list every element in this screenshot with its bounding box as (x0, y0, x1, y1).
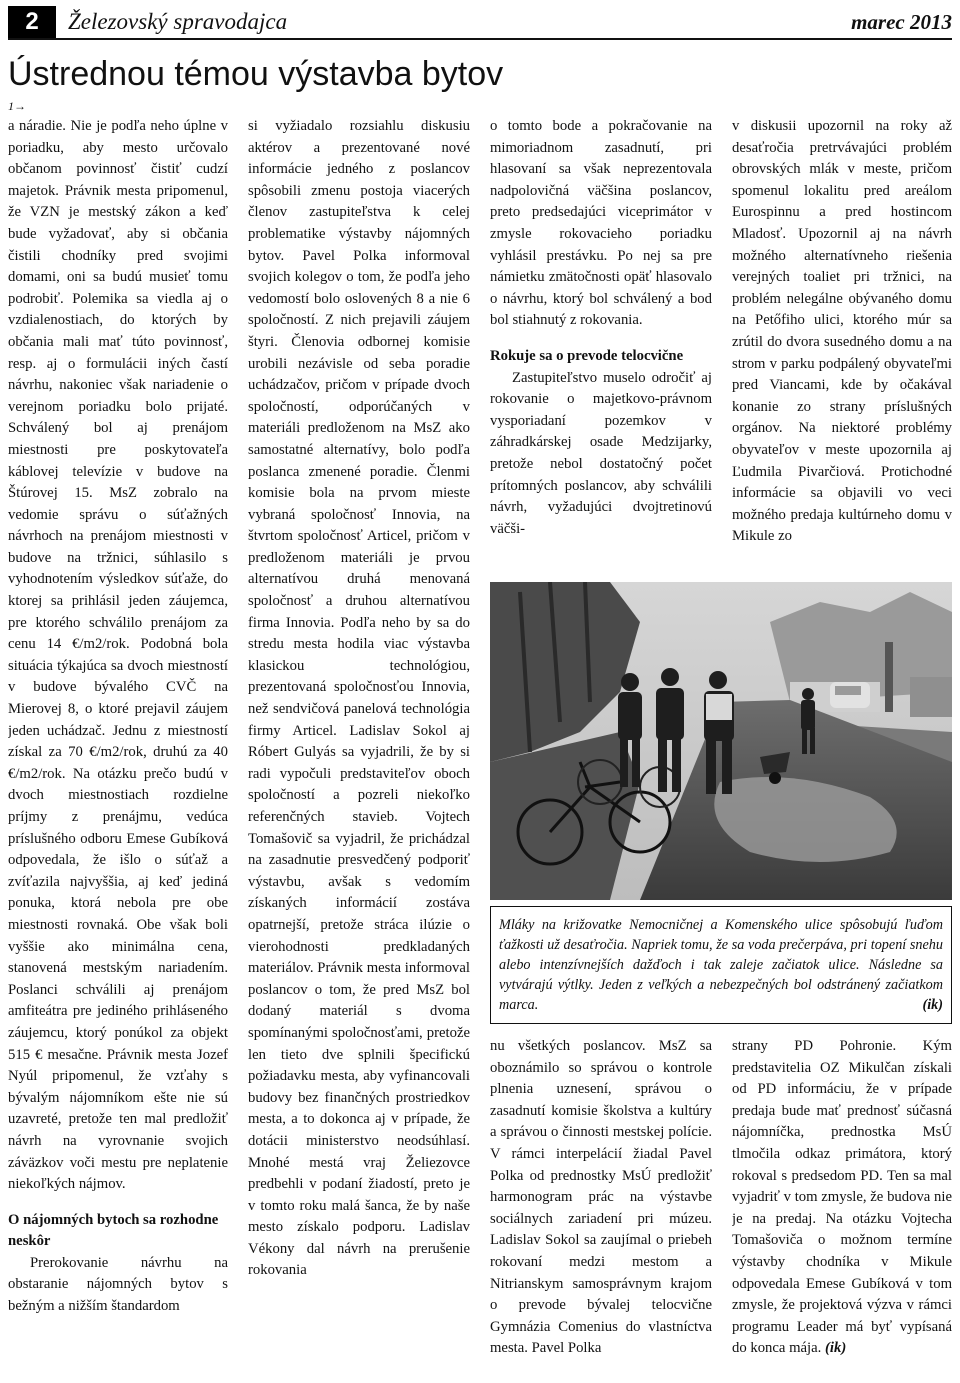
paragraph: Zastupiteľstvo muselo odročiť aj rokovanie o majetkovo-právnom vysporiadaní pozemkov v záhradkárskej osade Medzijarky, pretože nebol dostatočný počet prítomných poslancov, aby schválili návrh, vyžadujúci dvojtretinovú väčši- (490, 369, 712, 537)
newspaper-name: Železovský spravodajca (68, 9, 288, 34)
author-signature: (ik) (922, 997, 943, 1013)
paragraph (732, 1036, 952, 1360)
paragraph: nu všetkých poslancov. MsZ sa oboznámilo so správou o kontrole plnenia uznesení, správou o zasadnutí komisie školstva a kultúry a správou o činnosti mestskej polície. V rámci interpelácií žiadal Pavel Polka od prednostky MsÚ predložiť harmonogram prác na výstavbe sociálnych zariadení pri múzeu. Ladislav Sokol sa zaujímal o priebeh rokovaní medzi mestom a Nitrianskym samosprávnym krajom o prevode bývalej telocvične Gymnázia Comenius do vlastníctva mesta. Pavel Polka (490, 1038, 712, 1357)
article-column-3 (490, 116, 712, 568)
article-headline: Ústrednou témou výstavba bytov (8, 55, 504, 93)
paragraph: a náradie. Nie je podľa neho úplne v poriadku, aby mesto určovalo občanom povinnosť čistiť cudzí majetok. Právnik mesta pripomenul, že VZN je mestský zákon a keď bude vyžadovať, aby si občania čistili chodníky pred svojimi domami, oni sa budú musieť tomu podrobiť. Polemika sa viedla aj o vzdialenostiach, do ktorých by občania mali mať túto povinnosť, resp. aj o formulácii iných častí návrhu, nakoniec však nariadenie o verejnom poriadku bolo prijaté. Schválený bol aj prenájom miestnosti pre poskytovateľa káblovej televízie v budove na Štúrovej 15. MsZ zobralo na vedomie správu o súťažných návrhoch na prenájom miestnosti v budove na tržnici, súhlasilo s vyhodnotením výsledkov súťaže, do ktorej sa prihlásil jeden záujemca, pre ktorého schválilo prenájom za cenu 14 €/m2/rok. Podobná bola situácia týkajúca sa dvoch miestností v budove bývalého CVČ na Mierovej 8, o ktoré prejavil záujem jeden uchádzač. Jednu z miestností získal za 70 €/m2/rok, druhú za 40 €/m2/rok. Na otázku prečo budú v dvoch miestnostiach rozdielne príjmy z prenájmu, vedúca príslušného odboru Emese Gubíková odpovedala, že išlo o súťaž a zvíťazila najvyššia, aj keď jediná ponuka, ktorá nebola pre obe miestnosti rovnaká. Obe však boli vyššie ako minimálna cena, stanovená mestským nariadením. Poslanci schválili aj prenájom amfiteátra pre jediného prihláseného záujemcu, ktorý ponúkol za objekt 515 € mesačne. Právnik mesta Jozef Nyúl pripomenul, že vzťahy s bývalým nájomníkom ešte nie sú uzavreté, pretože ten mal predložiť návrh na vyrovnanie svojich záväzkov voči mestu pre neplatenie niekoľkých nájmov. (8, 118, 228, 1193)
caption-text: Mláky na križovatke Nemocničnej a Komenského ulice spôsobujú ľuďom ťažkosti už desaťročia. Napriek tomu, že sa voda prečerpáva, pri topení snehu alebo intenzívnejších dažďoch i tak zaleje začiatok ulice. Následne sa vytvárajú výtlky. Jeden z veľkých a nebezpečných bol odstránený začiatkom marca. (499, 917, 943, 1013)
article-column-4 (732, 116, 952, 568)
paragraph-text: strany PD Pohronie. Kým predstavitelia OZ Mikulčan získali od PD informáciu, že v prípade predaja bude mať prednosť súčasná nájomníčka, prednostka MsÚ tlmočila odkaz primátora, ktorý rokoval s predsedom PD. Ten sa mal vyjadriť v tom zmysle, že budova nie je na predaj. Na otázku Vojtecha Tomašoviča o možnom termíne výstavby chodníka v Mikule odpovedala Emese Gubíková v tom zmysle, že projektová výzva v rámci programu Leader má byť vypísaná do konca mája. (732, 1038, 952, 1357)
paragraph: Prerokovanie návrhu na obstaranie nájomných bytov s bežným a nižším štandardom (8, 1254, 228, 1315)
subheading: Rokuje sa o prevode telocvične (490, 347, 684, 364)
issue-date: marec 2013 (851, 10, 952, 34)
paragraph: si vyžiadalo rozsiahlu diskusiu aktérov a prezentované nové informácie jedného z poslancov spôsobili zmenu postoja viacerých členov zastupiteľstva k celej problematike výstavby nájomných bytov. Pavel Polka informoval svojich kolegov o tom, že podľa jeho vedomostí bolo oslovených 8 a nie 6 spoločností. Z nich prejavili záujem štyri. Členovia odbornej komisie urobili nezávisle od seba poradie uchádzačov, pričom v prípade dvoch spoločností, odporúčaných v materiáli predloženom na MsZ ako samostatné alternatívy, bolo podľa poslanca zmenené poradie. Členmi komisie bola na prvom mieste vybraná spoločnosť Innovia, na štvrtom spoločnosť Articel, pričom v predloženom materiáli je prvou alternatívou druhá menovaná spoločnosť a druhou alternatívou firma Innovia. Podľa neho by sa do stredu mesta hodila viac výstavba klasickou technológiou, prezentovaná spoločnosťou Innovia, než sendvičová panelová technológia firmy Articel. Ladislav Sokol aj Róbert Gulyás sa vyjadrili, že by si radi vypočuli predstaviteľov oboch spoločností a pozreli niekoľko referenčných stavieb. Vojtech Tomašovič sa vyjadril, že prichádzal na zasadnutie presvedčený podporiť výstavbu, avšak s vedomím získaných informácií zostáva opatrnejší, pretože stráca ilúzie o vierohodnosti predkladaných materiálov. Právnik mesta informoval poslancov o tom, že pred MsZ bol dodaný materiál s dvoma spomínanými spoločnosťami, pretože len tieto dve splnili špecifickú požiadavku mesta, aby vyfinancovali budovy bez finančných prostriedkov mesta, a to dokonca aj v prípade, že dotácii ministerstvo neodsúhlasí. Mnohé mestá vraj Želiezovce predbehli v podaní žiadostí, preto je v tomto roku malá šanca, že by naše mesto získalo podporu. Ladislav Vékony dal návrh na prerušenie rokovania (248, 118, 470, 1279)
continued-from-marker: 1→ (8, 99, 26, 113)
article-column-1 (8, 116, 228, 1381)
photo-illustration (490, 582, 952, 900)
article-column-3-continued (490, 1036, 712, 1381)
article-column-2 (248, 116, 470, 1381)
article-column-4-continued (732, 1036, 952, 1381)
street-photo (490, 582, 952, 900)
paragraph: v diskusii upozornil na roky až desaťročia pretrvávajúci problém obrovských mlák v meste, pričom spomenul lokalitu pred areálom Eurospinnu a pred hostincom Mladosť. Upozornil aj na návrh možného alternatívneho riešenia verejných toaliet pri tržnici, na problém nelegálne obývaného domu na Petőfiho ulici, ktorého múr sa zrútil do dvora susedného domu a na strom v parku podpálený obyvateľmi pred Viancami, kde by očakával konanie zo strany príslušných orgánov. Na niektoré problémy obyvateľov v meste upozornila aj Ľudmila Pivarčiová. Protichodné informácie sa objavili vo veci možného predaja kultúrneho domu v Mikule zo (732, 118, 952, 545)
subheading: O nájomných bytoch sa rozhodne neskôr (8, 1211, 219, 1250)
author-signature: (ik) (825, 1340, 847, 1357)
paragraph: o tomto bode a pokračovanie na mimoriadnom zasadnutí, pri hlasovaní sa však neprezentovala nadpolovičná väčšina poslancov, preto predsedajúci viceprimátor v zmysle rokovacieho poriadku vyhlásil prestávku. Po nej sa pre námietku zmätočnosti opäť hlasovalo o návrhu, ktorý bol schválený a bod bol stiahnutý z rokovania. (490, 118, 712, 329)
page-number: 2 (8, 6, 56, 38)
masthead (8, 6, 952, 40)
photo-caption (490, 906, 952, 1024)
